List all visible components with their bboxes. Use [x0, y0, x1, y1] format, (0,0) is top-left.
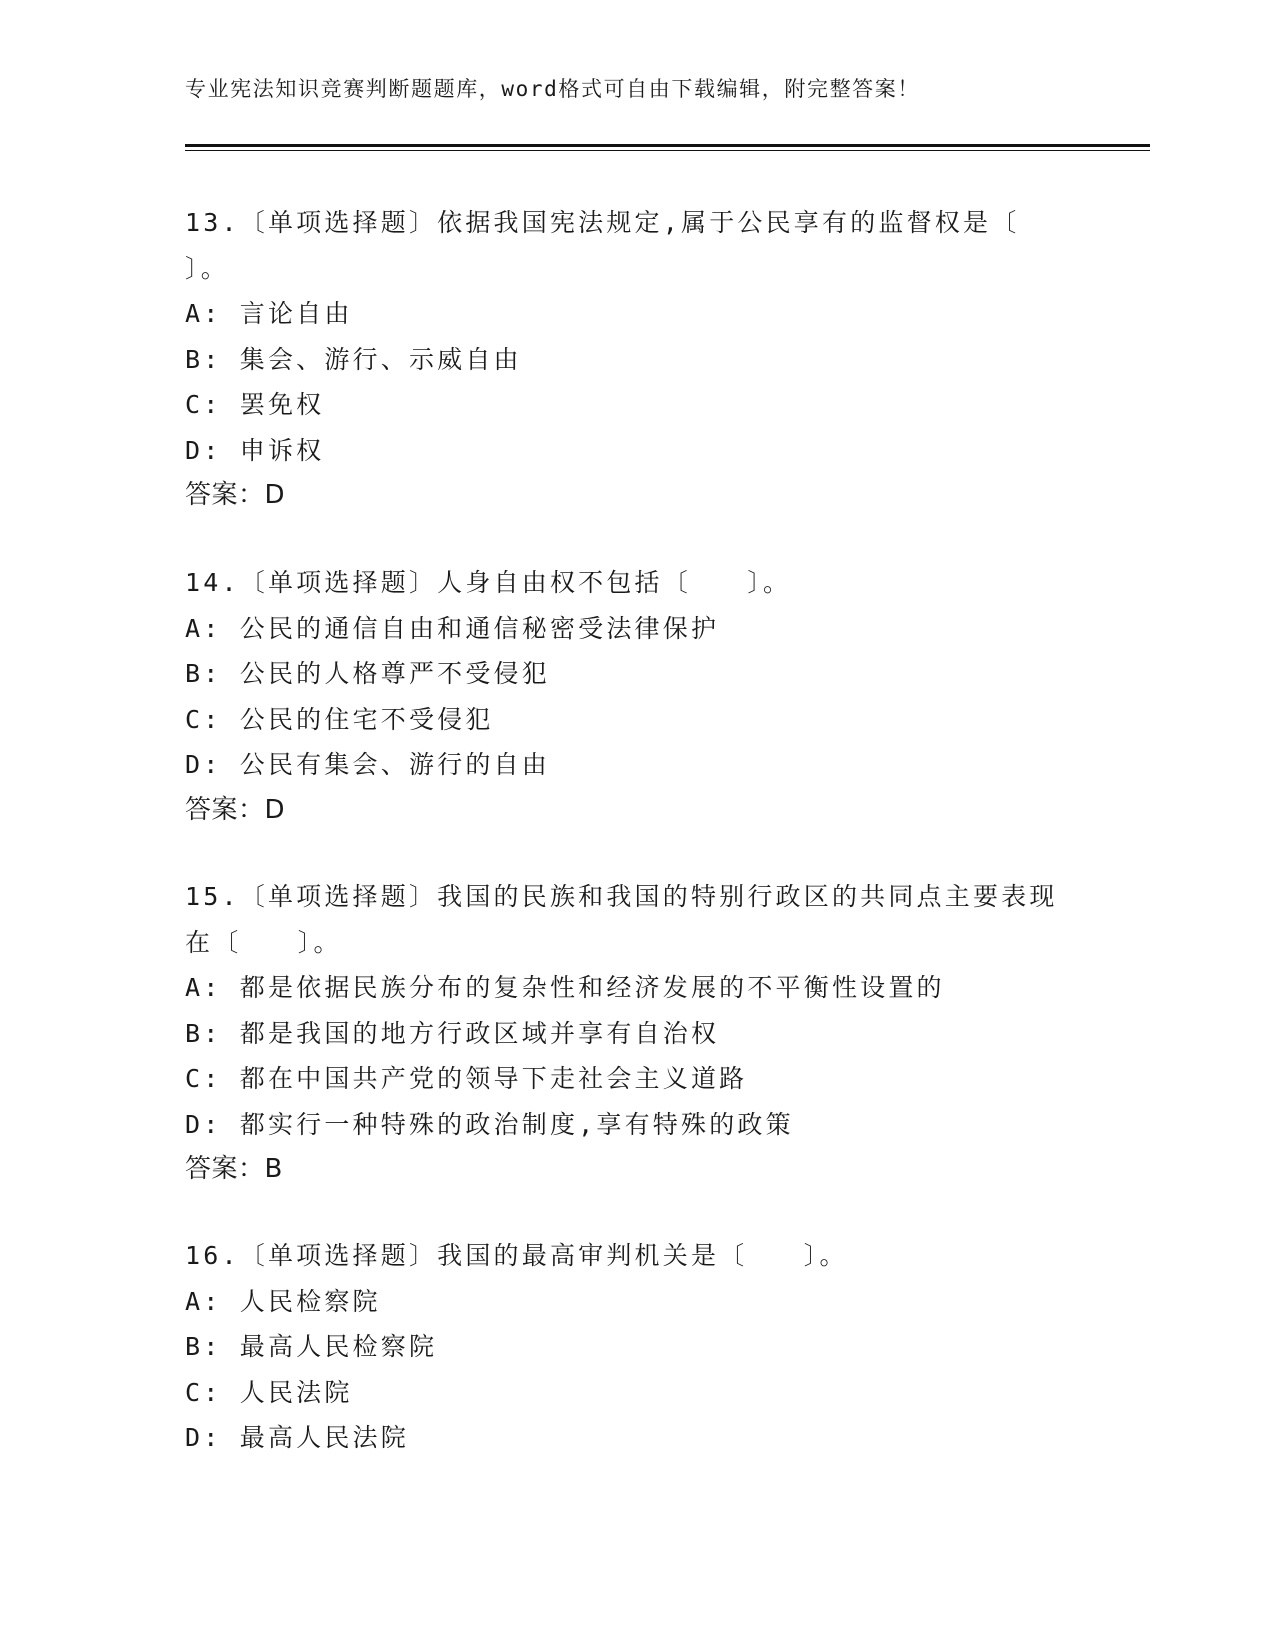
question-stem-line: 在〔 〕。 — [185, 927, 342, 957]
question-stem-line: 16.〔单项选择题〕我国的最高审判机关是〔 〕。 — [185, 1241, 848, 1270]
question-stem-line: 14.〔单项选择题〕人身自由权不包括〔 〕。 — [185, 568, 792, 597]
question-13 — [185, 200, 1085, 519]
option-a: A: 公民的通信自由和通信秘密受法律保护 — [185, 613, 720, 643]
answer-line: 答案：B — [185, 1154, 283, 1184]
option-b: B: 都是我国的地方行政区域并享有自治权 — [185, 1018, 720, 1048]
option-b: B: 集会、游行、示威自由 — [185, 344, 522, 374]
option-a: A: 人民检察院 — [185, 1286, 381, 1316]
option-d: D: 公民有集会、游行的自由 — [185, 750, 550, 779]
question-16 — [185, 1233, 1085, 1461]
option-d: D: 申诉权 — [185, 435, 325, 465]
option-a: A: 都是依据民族分布的复杂性和经济发展的不平衡性设置的 — [185, 973, 945, 1002]
option-b: B: 最高人民检察院 — [185, 1332, 438, 1361]
header-rule-thick — [185, 144, 1150, 147]
option-d: D: 最高人民法院 — [185, 1423, 409, 1452]
option-c: C: 公民的住宅不受侵犯 — [185, 704, 494, 734]
option-c: C: 都在中国共产党的领导下走社会主义道路 — [185, 1064, 748, 1093]
option-d: D: 都实行一种特殊的政治制度,享有特殊的政策 — [185, 1109, 794, 1139]
option-b: B: 公民的人格尊严不受侵犯 — [185, 659, 550, 688]
answer-line: 答案：D — [185, 480, 286, 510]
question-stem-line: 15.〔单项选择题〕我国的民族和我国的特别行政区的共同点主要表现 — [185, 882, 1058, 911]
question-stem-line: 〕。 — [185, 253, 229, 283]
option-c: C: 罢免权 — [185, 390, 325, 419]
answer-line: 答案：D — [185, 794, 286, 825]
document-header: 专业宪法知识竞赛判断题题库，word格式可自由下载编辑，附完整答案！ — [185, 77, 920, 101]
question-15 — [185, 874, 1085, 1193]
option-a: A: 言论自由 — [185, 299, 353, 328]
question-stem-line: 13.〔单项选择题〕依据我国宪法规定,属于公民享有的监督权是〔 — [185, 208, 1020, 237]
question-14 — [185, 560, 1085, 833]
option-c: C: 人民法院 — [185, 1377, 353, 1407]
header-rule-thin — [185, 150, 1150, 151]
